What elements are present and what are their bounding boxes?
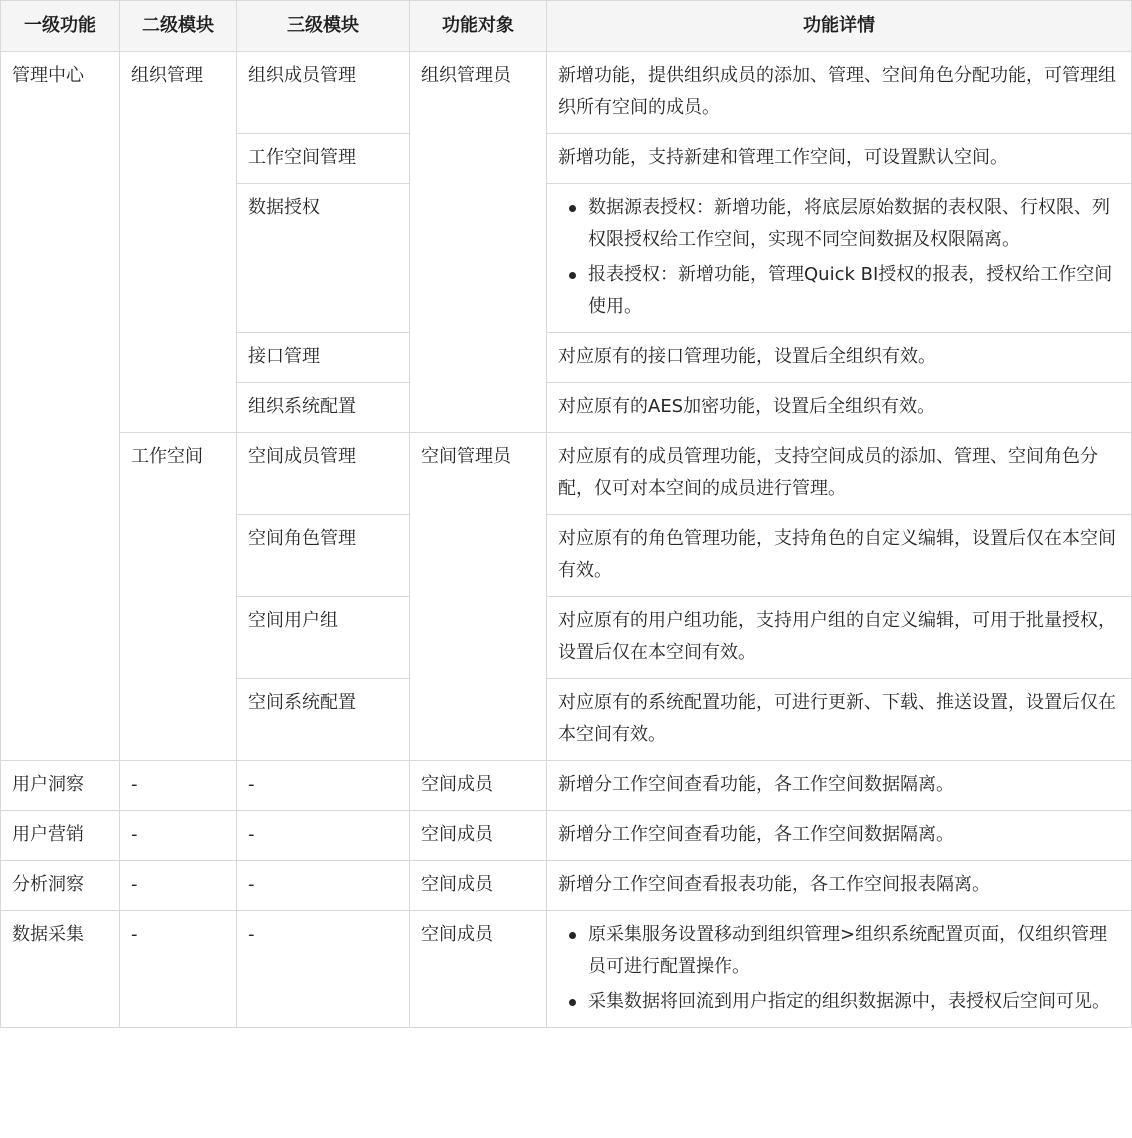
level1-cell: 数据采集 (1, 911, 120, 1028)
header-object: 功能对象 (410, 1, 547, 52)
detail-bullet-item: 采集数据将回流到用户指定的组织数据源中，表授权后空间可见。 (588, 986, 1117, 1018)
detail-cell: 对应原有的用户组功能，支持用户组的自定义编辑，可用于批量授权，设置后仅在本空间有效。 (547, 597, 1132, 679)
table-row (1, 861, 1132, 911)
level3-cell: 工作空间管理 (237, 134, 410, 184)
object-cell: 空间成员 (410, 911, 547, 1028)
object-cell: 组织管理员 (410, 52, 547, 433)
level3-cell: 接口管理 (237, 333, 410, 383)
object-cell: 空间成员 (410, 811, 547, 861)
level3-cell: 空间用户组 (237, 597, 410, 679)
detail-bullet-item: 报表授权：新增功能，管理Quick BI授权的报表，授权给工作空间使用。 (588, 259, 1117, 323)
header-detail: 功能详情 (547, 1, 1132, 52)
level1-cell: 用户营销 (1, 811, 120, 861)
level3-cell: 组织系统配置 (237, 383, 410, 433)
level1-cell: 用户洞察 (1, 761, 120, 811)
level3-cell: - (237, 911, 410, 1028)
level3-cell: 空间角色管理 (237, 515, 410, 597)
detail-cell: 对应原有的接口管理功能，设置后全组织有效。 (547, 333, 1132, 383)
level2-cell: 工作空间 (120, 433, 237, 761)
header-level3: 三级模块 (237, 1, 410, 52)
object-cell: 空间成员 (410, 861, 547, 911)
object-cell: 空间管理员 (410, 433, 547, 761)
table-row (1, 911, 1132, 1028)
level3-cell: 空间系统配置 (237, 679, 410, 761)
detail-bullet-item: 数据源表授权：新增功能，将底层原始数据的表权限、行权限、列权限授权给工作空间，实现不同空间数据及权限隔离。 (588, 192, 1117, 256)
level3-cell: - (237, 861, 410, 911)
level3-cell: 组织成员管理 (237, 52, 410, 134)
level3-cell: - (237, 811, 410, 861)
level2-cell: - (120, 761, 237, 811)
detail-bullet-list (558, 192, 1117, 323)
detail-cell: 对应原有的成员管理功能，支持空间成员的添加、管理、空间角色分配，仅可对本空间的成员进行管理。 (547, 433, 1132, 515)
object-cell: 空间成员 (410, 761, 547, 811)
header-level1: 一级功能 (1, 1, 120, 52)
level2-cell: - (120, 811, 237, 861)
detail-cell: 对应原有的系统配置功能，可进行更新、下载、推送设置，设置后仅在本空间有效。 (547, 679, 1132, 761)
level3-cell: - (237, 761, 410, 811)
detail-cell: 对应原有的角色管理功能，支持角色的自定义编辑，设置后仅在本空间有效。 (547, 515, 1132, 597)
table-row (1, 433, 1132, 515)
level2-cell: - (120, 861, 237, 911)
detail-cell: 新增分工作空间查看报表功能，各工作空间报表隔离。 (547, 861, 1132, 911)
table-row (1, 761, 1132, 811)
detail-cell (547, 184, 1132, 333)
level3-cell: 数据授权 (237, 184, 410, 333)
level2-cell: - (120, 911, 237, 1028)
level2-cell: 组织管理 (120, 52, 237, 433)
level1-cell: 分析洞察 (1, 861, 120, 911)
table-row (1, 811, 1132, 861)
detail-cell: 新增功能，支持新建和管理工作空间，可设置默认空间。 (547, 134, 1132, 184)
detail-cell (547, 911, 1132, 1028)
detail-cell: 对应原有的AES加密功能，设置后全组织有效。 (547, 383, 1132, 433)
detail-bullet-item: 原采集服务设置移动到组织管理>组织系统配置页面，仅组织管理员可进行配置操作。 (588, 919, 1117, 983)
header-row (1, 1, 1132, 52)
detail-cell: 新增功能，提供组织成员的添加、管理、空间角色分配功能，可管理组织所有空间的成员。 (547, 52, 1132, 134)
detail-cell: 新增分工作空间查看功能，各工作空间数据隔离。 (547, 811, 1132, 861)
detail-cell: 新增分工作空间查看功能，各工作空间数据隔离。 (547, 761, 1132, 811)
level1-cell: 管理中心 (1, 52, 120, 761)
header-level2: 二级模块 (120, 1, 237, 52)
level3-cell: 空间成员管理 (237, 433, 410, 515)
table-row (1, 52, 1132, 134)
detail-bullet-list (558, 919, 1117, 1018)
